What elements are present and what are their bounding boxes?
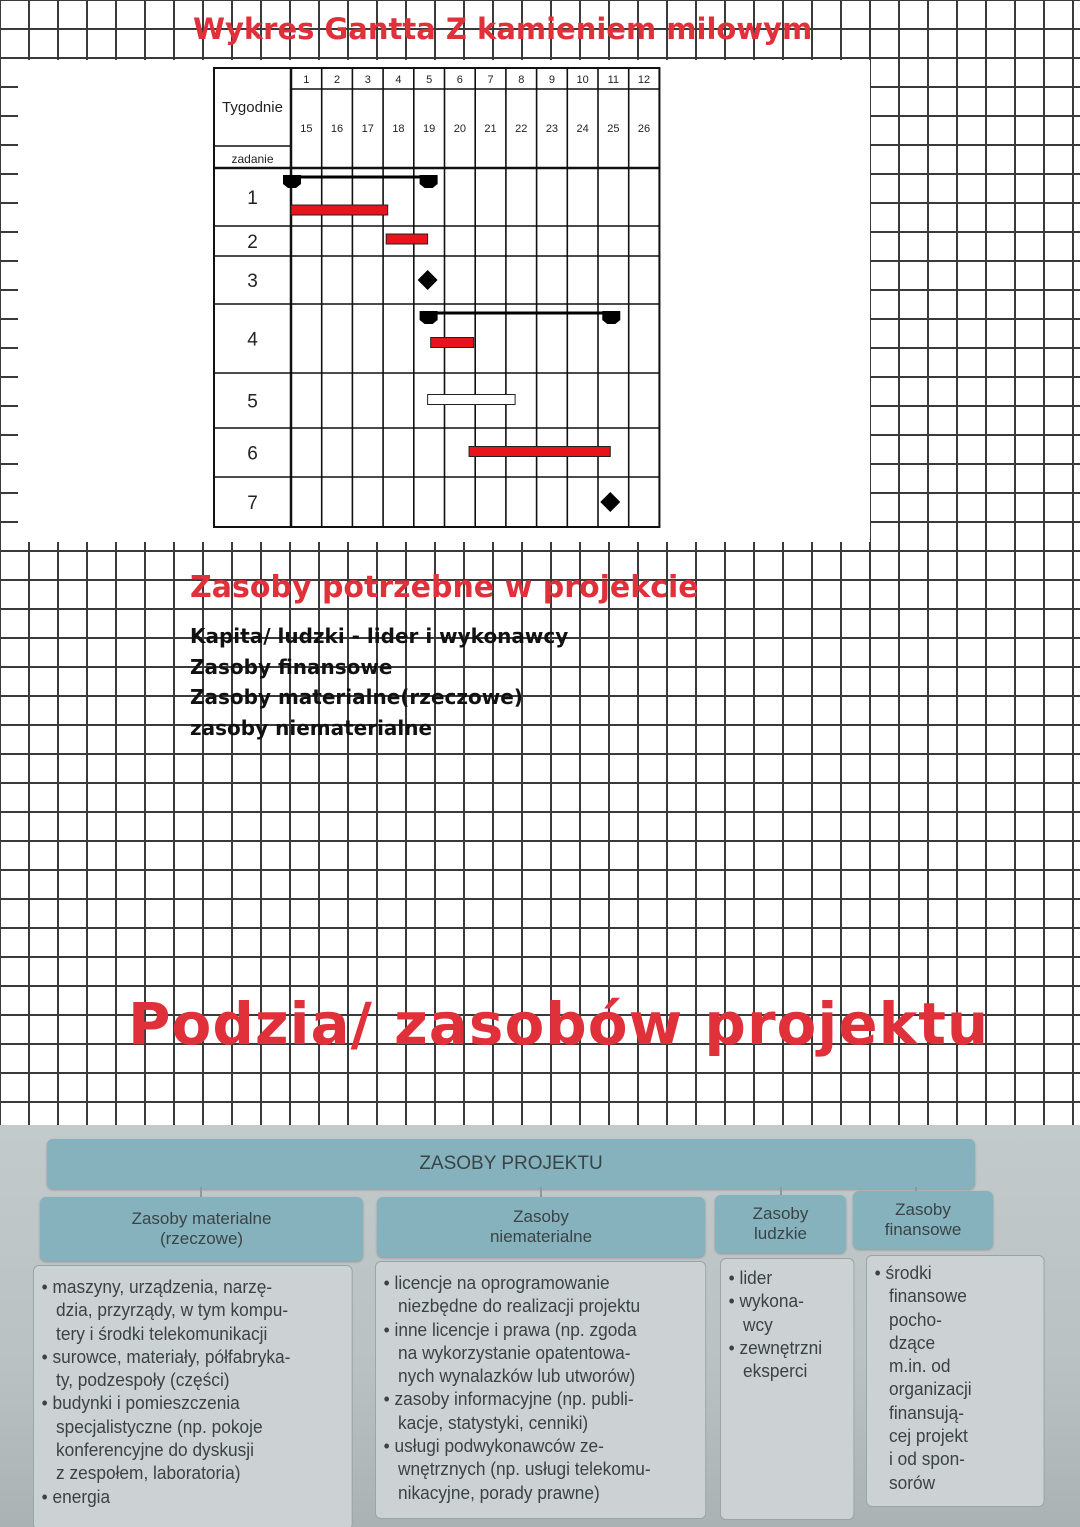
- resource-item: Kapita/ ludzki - lider i wykonawcy: [190, 624, 569, 648]
- week-index: 11: [607, 74, 620, 86]
- week-number: 23: [545, 123, 559, 135]
- week-index: 3: [364, 74, 371, 86]
- week-number: 16: [330, 123, 344, 135]
- summary-cap: [602, 311, 620, 324]
- resource-item: Zasoby finansowe: [190, 654, 393, 679]
- weeks-label: Tygodnie: [222, 99, 283, 116]
- week-index: 7: [487, 74, 494, 86]
- column-header: Zasoby materialne (rzeczowe): [40, 1197, 363, 1261]
- week-number: 18: [392, 123, 405, 135]
- task-bar: [428, 395, 515, 405]
- resource-item: Zasoby materialne(rzeczowe): [190, 685, 523, 709]
- resource-item: zasoby niematerialne: [190, 715, 433, 740]
- task-number: 6: [247, 443, 258, 465]
- week-index: 12: [637, 74, 651, 86]
- summary-cap: [420, 311, 438, 324]
- task-bar: [431, 338, 474, 348]
- column-header: Zasoby ludzkie: [715, 1195, 846, 1253]
- gantt-frame: [214, 68, 659, 527]
- column-header: Zasoby niematerialne: [377, 1197, 705, 1257]
- task-bar: [386, 234, 427, 244]
- week-index: 6: [456, 74, 463, 86]
- task-number: 3: [247, 271, 258, 292]
- week-index: 4: [395, 74, 402, 86]
- week-number: 21: [484, 123, 497, 135]
- task-label: zadanie: [231, 152, 274, 166]
- column-body: • licencje na oprogramowanie niezbędne do realizacji projektu • inne licencje i prawa (np. zgoda na wykorzystanie opatentowa- nych wynalazków lub utworów) • zasoby informacyjne (np. publi- kacje, statystyki, cenniki) • usługi podwykonawców ze- wnętrznych (np. usługi telekomu- nikacyjne, porady prawne): [375, 1261, 706, 1519]
- task-number: 7: [247, 493, 258, 514]
- column-body: • maszyny, urządzenia, narzę- dzia, przyrządy, w tym kompu- tery i środki telekomunikacji • surowce, materiały, półfabryka- ty, podzespoły (części) • budynki i pomieszczenia specjalistyczne (np. pokoje konferencyjne do dyskusji z zespołem, laboratoria) • energia: [33, 1265, 353, 1527]
- week-number: 20: [453, 123, 466, 135]
- column-body: • środki finansowe pocho- dzące m.in. od organizacji finansują- cej projekt i od spon- sorów: [866, 1255, 1045, 1507]
- week-index: 9: [548, 74, 556, 86]
- column-header: Zasoby finansowe: [853, 1191, 993, 1249]
- resources-heading: Zasoby potrzebne w projekcie: [190, 570, 699, 605]
- week-number: 26: [637, 123, 651, 135]
- resources-diagram-photo: [0, 1125, 1080, 1527]
- week-index: 8: [518, 74, 525, 86]
- task-bar: [469, 447, 610, 457]
- task-number: 4: [247, 329, 258, 351]
- column-body: • lider • wykona- wcy • zewnętrzni eksperci: [720, 1258, 854, 1520]
- week-index: 2: [333, 74, 341, 86]
- division-heading: Podzia/ zasobów projektu: [128, 990, 990, 1058]
- task-number: 5: [247, 391, 258, 413]
- summary-cap: [283, 175, 301, 188]
- week-number: 17: [361, 123, 374, 135]
- week-number: 15: [300, 123, 313, 135]
- task-number: 1: [247, 188, 258, 209]
- week-number: 25: [607, 123, 620, 135]
- week-index: 10: [576, 74, 589, 86]
- task-number: 2: [247, 232, 258, 253]
- page-title: Wykres Gantta Z kamieniem milowym: [193, 12, 813, 46]
- task-bar: [291, 205, 388, 215]
- week-number: 24: [576, 123, 589, 135]
- resources-list: [190, 621, 568, 743]
- week-number: 19: [423, 123, 436, 135]
- week-number: 22: [515, 123, 528, 135]
- week-index: 1: [303, 74, 310, 86]
- diagram-top-header: ZASOBY PROJEKTU: [47, 1139, 975, 1189]
- week-index: 5: [426, 74, 433, 86]
- gantt-chart: [212, 66, 662, 530]
- summary-cap: [420, 175, 438, 188]
